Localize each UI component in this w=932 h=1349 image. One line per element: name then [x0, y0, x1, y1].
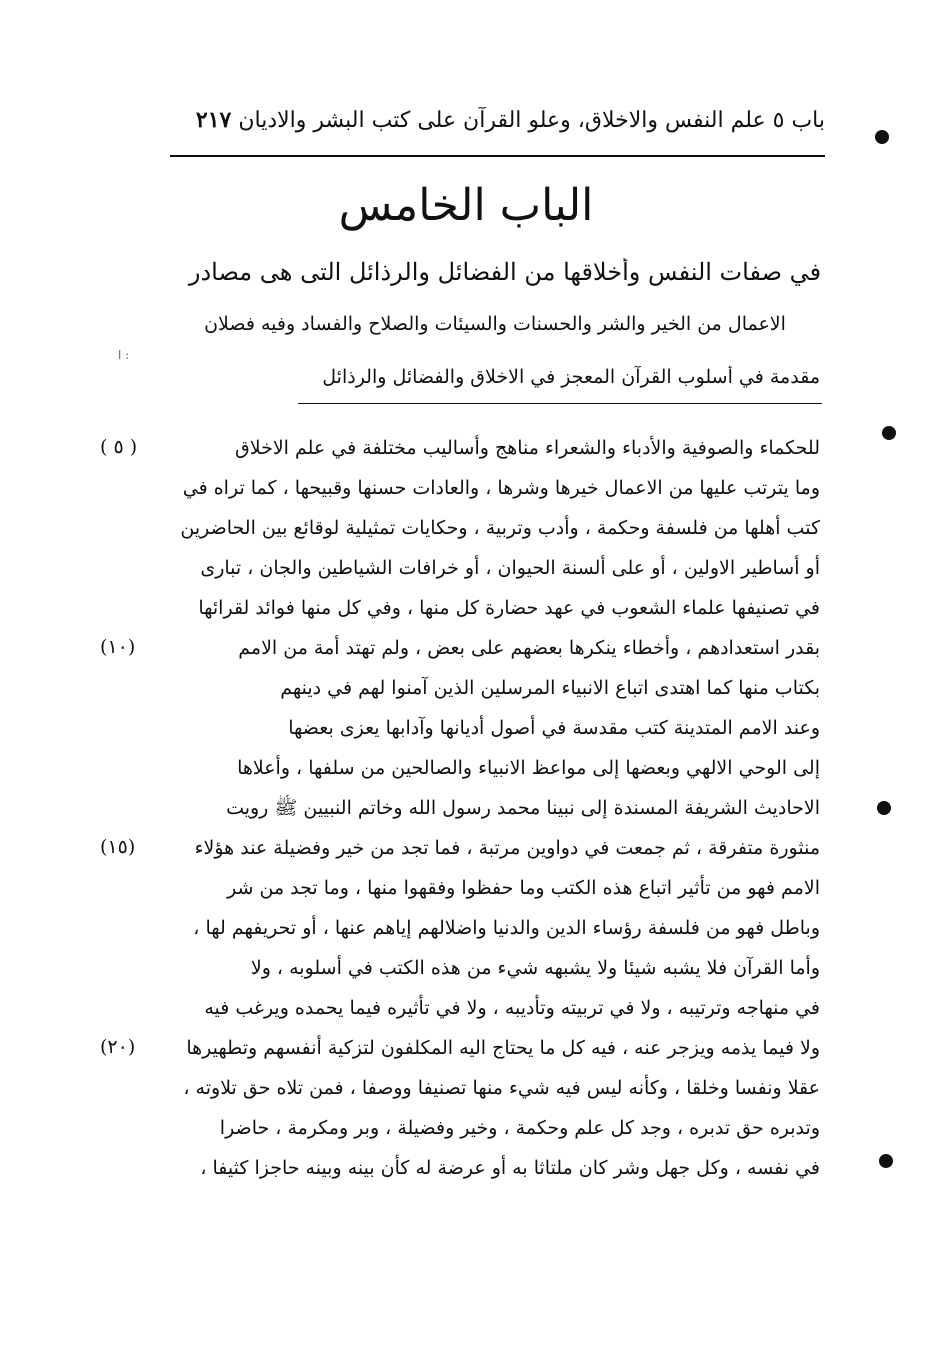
line-marker-15: (١٥) [100, 836, 136, 858]
section-heading: مقدمة في أسلوب القرآن المعجز في الاخلاق والفضائل والرذائل [322, 366, 820, 388]
text-line: منثورة متفرقة ، ثم جمعت في دواوين مرتبة ، فما تجد من خير وفضيلة عند هؤلاء [194, 837, 820, 859]
text-line: في نفسه ، وكل جهل وشر كان ملتاثا به أو عرضة له كأن بينه وبينه حاجزا كثيفا ، [200, 1157, 820, 1179]
text-line: بقدر استعدادهم ، وأخطاء ينكرها بعضهم على بعض ، ولم تهتد أمة من الامم [238, 637, 820, 659]
body-text [150, 428, 820, 1188]
header-rule [170, 155, 825, 157]
chapter-title: الباب الخامس [338, 180, 594, 231]
text-line: كتب أهلها من فلسفة وحكمة ، وأدب وتربية ، وحكايات تمثيلية لوقائع بين الحاضرين [180, 517, 820, 539]
margin-hole-dot [879, 1154, 893, 1168]
text-line: بكتاب منها كما اهتدى اتباع الانبياء المرسلين الذين آمنوا لهم في دينهم [280, 677, 820, 699]
page-number: ٢١٧ [195, 107, 232, 133]
text-line: وأما القرآن فلا يشبه شيئا ولا يشبهه شيء من هذه الكتب في أسلوبه ، ولا [250, 957, 820, 979]
text-line: الامم فهو من تأثير اتباع هذه الكتب وما حفظوا وفقهوا منها ، وما تجد من شر [227, 877, 820, 899]
text-line: وتدبره حق تدبره ، وجد كل علم وحكمة ، وخير وفضيلة ، وبر ومكرمة ، حاضرا [219, 1117, 820, 1139]
text-line: ولا فيما يذمه ويزجر عنه ، فيه كل ما يحتاج اليه المكلفون لتزكية أنفسهم وتطهيرها [186, 1037, 820, 1059]
line-marker-20: (٢٠) [100, 1036, 136, 1058]
text-line: الاحاديث الشريفة المسندة إلى نبينا محمد رسول الله وخاتم النبيين ﷺ رويت [226, 797, 820, 819]
running-title: باب ٥ علم النفس والاخلاق، وعلو القرآن على كتب البشر والاديان [238, 108, 825, 133]
text-line: وباطل فهو من فلسفة رؤساء الدين والدنيا واضلالهم إياهم عنها ، أو تحريفهم لها ، [193, 917, 820, 939]
text-line: أو أساطير الاولين ، أو على ألسنة الحيوان ، أو خرافات الشياطين والجان ، تبارى [200, 557, 820, 579]
line-marker-10: (١٠) [100, 636, 136, 658]
scan-mark: ا : [118, 348, 130, 362]
text-line: إلى الوحي الالهي وبعضها إلى مواعظ الانبياء والصالحين من سلفها ، وأعلاها [237, 757, 820, 779]
text-line: عقلا ونفسا وخلقا ، وكأنه ليس فيه شيء منها تصنيفا ووصفا ، فمن تلاه حق تلاوته ، [183, 1077, 820, 1099]
margin-hole-dot [877, 801, 891, 815]
margin-hole-dot [875, 130, 889, 144]
chapter-subtitle: في صفات النفس وأخلاقها من الفضائل والرذائل التى هى مصادر [188, 258, 822, 286]
text-line: في منهاجه وترتيبه ، ولا في تربيته وتأديبه ، ولا في تأثيره فيما يحمده ويرغب فيه [204, 997, 820, 1019]
margin-hole-dot [882, 426, 896, 440]
text-line: في تصنيفها علماء الشعوب في عهد حضارة كل منها ، وفي كل منها فوائد لقرائها [198, 597, 820, 619]
section-heading-rule [298, 403, 822, 404]
line-marker-5: ( ٥ ) [100, 436, 138, 458]
chapter-subtitle-cont: الاعمال من الخير والشر والحسنات والسيئات والصلاح والفساد وفيه فصلان [204, 313, 786, 335]
text-line: وعند الامم المتدينة كتب مقدسة في أصول أديانها وآدابها يعزى بعضها [288, 717, 820, 739]
running-header [170, 107, 825, 133]
text-line: للحكماء والصوفية والأدباء والشعراء مناهج وأساليب مختلفة في علم الاخلاق [235, 437, 820, 459]
text-line: وما يترتب عليها من الاعمال خيرها وشرها ، والعادات حسنها وقبيحها ، كما تراه في [182, 477, 820, 499]
